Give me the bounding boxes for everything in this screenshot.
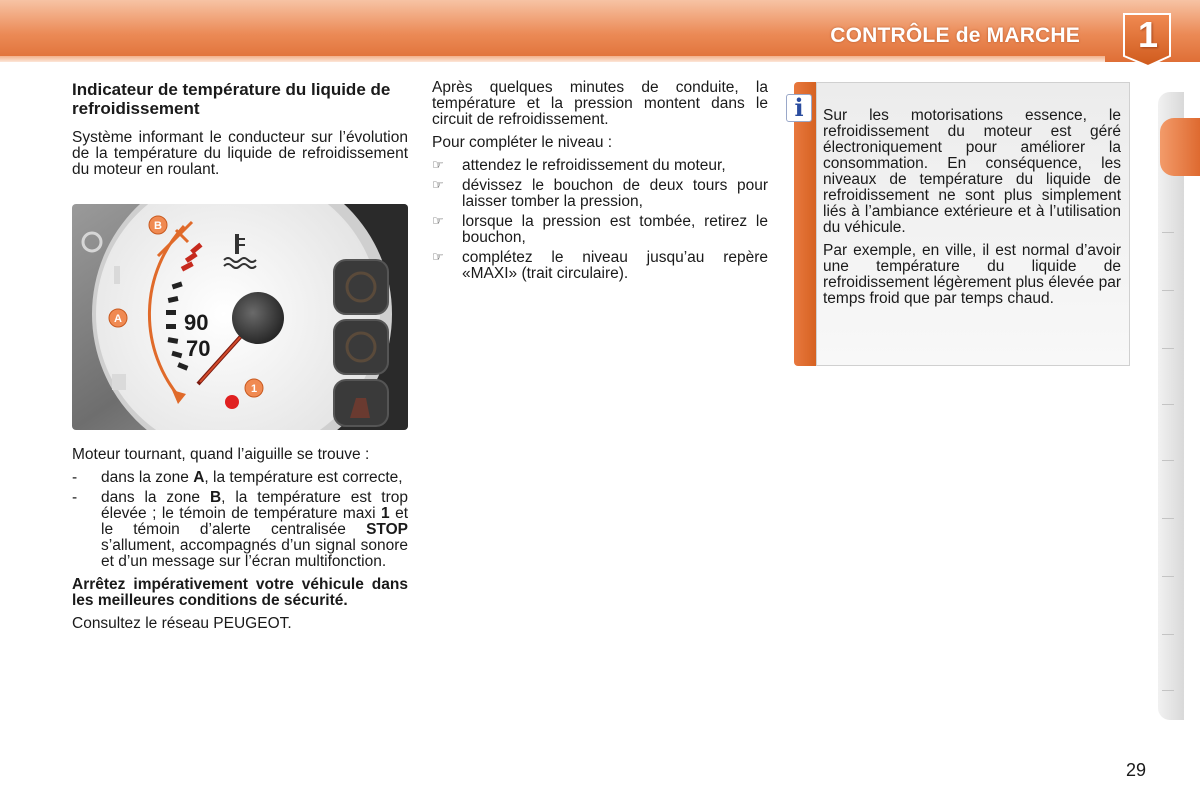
step-item: ☞ dévissez le bouchon de deux tours pour laisser tomber la pression, (432, 177, 768, 210)
side-tab-active[interactable] (1160, 118, 1200, 176)
zone-a-item: - dans la zone A, la température est correcte, (72, 469, 403, 486)
middle-column (432, 80, 768, 286)
info-paragraph-1: Sur les motorisations essence, le refroidissement du moteur est géré électroniquement pour améliorer la consommation. En conséquence, les niveaux de température du liquide de refroidissement ne sont plus simplement liés à l’ambiance extérieure et à l’utilisation du véhicule. (823, 107, 1121, 236)
side-tab-divider (1162, 576, 1174, 577)
rear-fog-lamp-icon (334, 320, 388, 374)
pointing-hand-icon: ☞ (432, 249, 444, 264)
top-up-intro: Pour compléter le niveau : (432, 134, 613, 151)
pointing-hand-icon: ☞ (432, 177, 444, 192)
top-up-steps (432, 158, 768, 282)
safety-warning: Arrêtez impérativement votre véhicule dans les meilleures conditions de sécurité. (72, 576, 408, 609)
pointing-hand-icon: ☞ (432, 157, 444, 172)
fog-lamp-icon (334, 260, 388, 314)
side-tab-rail (1158, 92, 1184, 720)
pointing-hand-icon: ☞ (432, 213, 444, 228)
side-tab-divider (1162, 404, 1174, 405)
page-number: 29 (1125, 760, 1146, 780)
chapter-number: 1 (1137, 14, 1159, 55)
temperature-gauge-illustration (72, 204, 408, 430)
scale-label-90: 90 (184, 310, 209, 335)
header-divider (0, 56, 1105, 62)
zone-a-label: A (114, 313, 122, 325)
info-box-accent (794, 82, 818, 366)
pressure-paragraph: Après quelques minutes de conduite, la température et la pression montent dans le circuit de refroidissement. (432, 79, 768, 128)
zone-list (72, 470, 408, 570)
side-tab-divider (1162, 518, 1174, 519)
left-column (72, 80, 408, 185)
info-paragraph-2: Par exemple, en ville, il est normal d’avoir une température du liquide de refroidissement légèrement plus élevée par temps froid que par temps chaud. (823, 242, 1121, 307)
warning-light-1-label: 1 (250, 383, 258, 395)
intro-paragraph: Système informant le conducteur sur l’évolution de la température du liquide de refroidissement du moteur en roulant. (72, 129, 408, 178)
consult-dealer: Consultez le réseau PEUGEOT. (72, 615, 292, 632)
side-tab-divider (1162, 348, 1174, 349)
chapter-tab (1120, 10, 1178, 68)
zone-b-item: - dans la zone B, la température est trop élevée ; le témoin de température maxi 1 et le témoin d’alerte centralisée STOP s’allument, accompagnés d’un signal sonore et d’un message sur l’écran multifonction. (72, 489, 409, 570)
section-heading: Indicateur de température du liquide de refroidissement (72, 80, 391, 118)
info-icon: i (786, 94, 812, 122)
scale-label-70: 70 (186, 336, 211, 361)
zone-b-label: B (154, 220, 162, 232)
side-tab-divider (1162, 290, 1174, 291)
step-item: ☞ attendez le refroidissement du moteur, (432, 157, 726, 174)
info-text (823, 108, 1121, 314)
needle-hub (232, 292, 284, 344)
step-item: ☞ lorsque la pression est tombée, retirez le bouchon, (432, 213, 768, 246)
gauge-svg (72, 204, 408, 430)
max-temperature-warning-light (225, 395, 239, 409)
side-tab-divider (1162, 232, 1174, 233)
side-tab-divider (1162, 634, 1174, 635)
side-tab-divider (1162, 690, 1174, 691)
heated-seat-icon (334, 380, 388, 426)
left-column-bottom (72, 447, 408, 639)
chapter-title: CONTRÔLE de MARCHE (830, 24, 1080, 47)
side-tab-divider (1162, 460, 1174, 461)
step-item: ☞ complétez le niveau jusqu’au repère «MAXI» (trait circulaire). (432, 249, 768, 282)
needle-intro: Moteur tournant, quand l’aiguille se trouve : (72, 446, 370, 463)
